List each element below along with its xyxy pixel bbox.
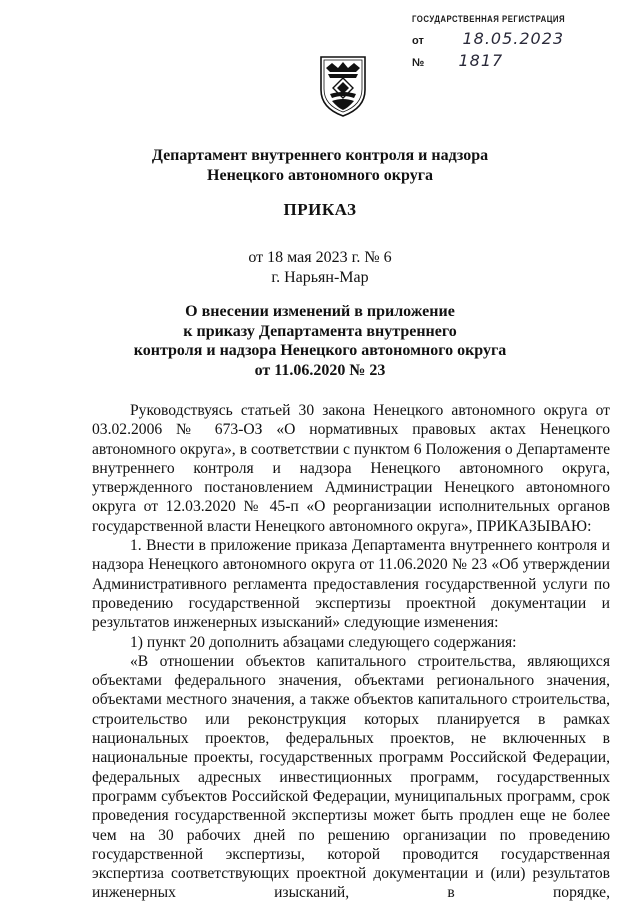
subject-line-3: контроля и надзора Ненецкого автономного округа (133, 342, 507, 359)
stamp-date-handwritten: 18.05.2023 (462, 29, 565, 48)
order-city: г. Нарьян-Мар (271, 269, 369, 286)
order-date-number: от 18 мая 2023 г. № 6 (248, 249, 392, 266)
subject-line-1: О внесении изменений в приложение (185, 303, 455, 320)
order-subject (0, 302, 640, 380)
stamp-number-handwritten: 1817 (458, 51, 504, 70)
department-line-2: Ненецкого автономного округа (207, 167, 433, 184)
stamp-number-row (412, 51, 622, 73)
coat-of-arms-icon (318, 54, 368, 118)
department-line-1: Департамент внутреннего контроля и надзора (151, 147, 489, 164)
department-name (0, 146, 640, 186)
subject-line-2: к приказу Департамента внутреннего (183, 322, 457, 340)
body-paragraph-preamble: Руководствуясь статьей 30 закона Ненецкого автономного округа от 03.02.2006 № 673-ОЗ «О нормативных правовых актах Ненецкого автономного округа», в соответствии с пунктом 6 Положения о Департаменте внутреннего контроля и надзора Ненецкого автономного округа, утвержденного постановлением Администрации Ненецкого автономного округа от 12.03.2020 № 45-п «О реорганизации исполнительных органов государственной власти Ненецкого автономного округа», ПРИКАЗЫВАЮ: (92, 402, 610, 535)
body-paragraph-subitem-1: 1) пункт 20 дополнить абзацами следующего содержания: (130, 633, 517, 651)
document-type: ПРИКАЗ (283, 200, 357, 219)
subject-line-4: от 11.06.2020 № 23 (254, 361, 386, 379)
registration-stamp (412, 14, 622, 73)
stamp-date-row (412, 29, 622, 51)
stamp-title: ГОСУДАРСТВЕННАЯ РЕГИСТРАЦИЯ (412, 14, 566, 25)
body-paragraph-quote: «В отношении объектов капитального строительства, являющихся объектами федерального значения, объектами регионального значения, объектами местного значения, а также объектов капитального строительства, строительство или реконструкция которых планируется в рамках национальных проектов, федеральных проектов, не включенных в национальные проекты, государственных программ Российской Федерации, федеральных адресных инвестиционных программ, государственных программ субъектов Российской Федерации, муниципальных программ, срок проведения государственной экспертизы может быть продлен еще не более чем на 30 рабочих дней по решению организации по проведению государственной экспертизы, которой проводится государственная экспертиза соответствующих проектной документации и (или) результатов инженерных изысканий, в порядке, (92, 652, 610, 902)
order-body (92, 401, 610, 903)
body-paragraph-item-1: 1. Внести в приложение приказа Департамента внутреннего контроля и надзора Ненецкого автономного округа от 11.06.2020 № 23 «Об утверждении Административного регламента предоставления государственной услуги по проведению государственной экспертизы проектной документации и результатов инженерных изысканий» следующие изменения: (92, 537, 610, 632)
stamp-number-label: № (412, 57, 425, 69)
stamp-date-label: от (412, 35, 424, 47)
